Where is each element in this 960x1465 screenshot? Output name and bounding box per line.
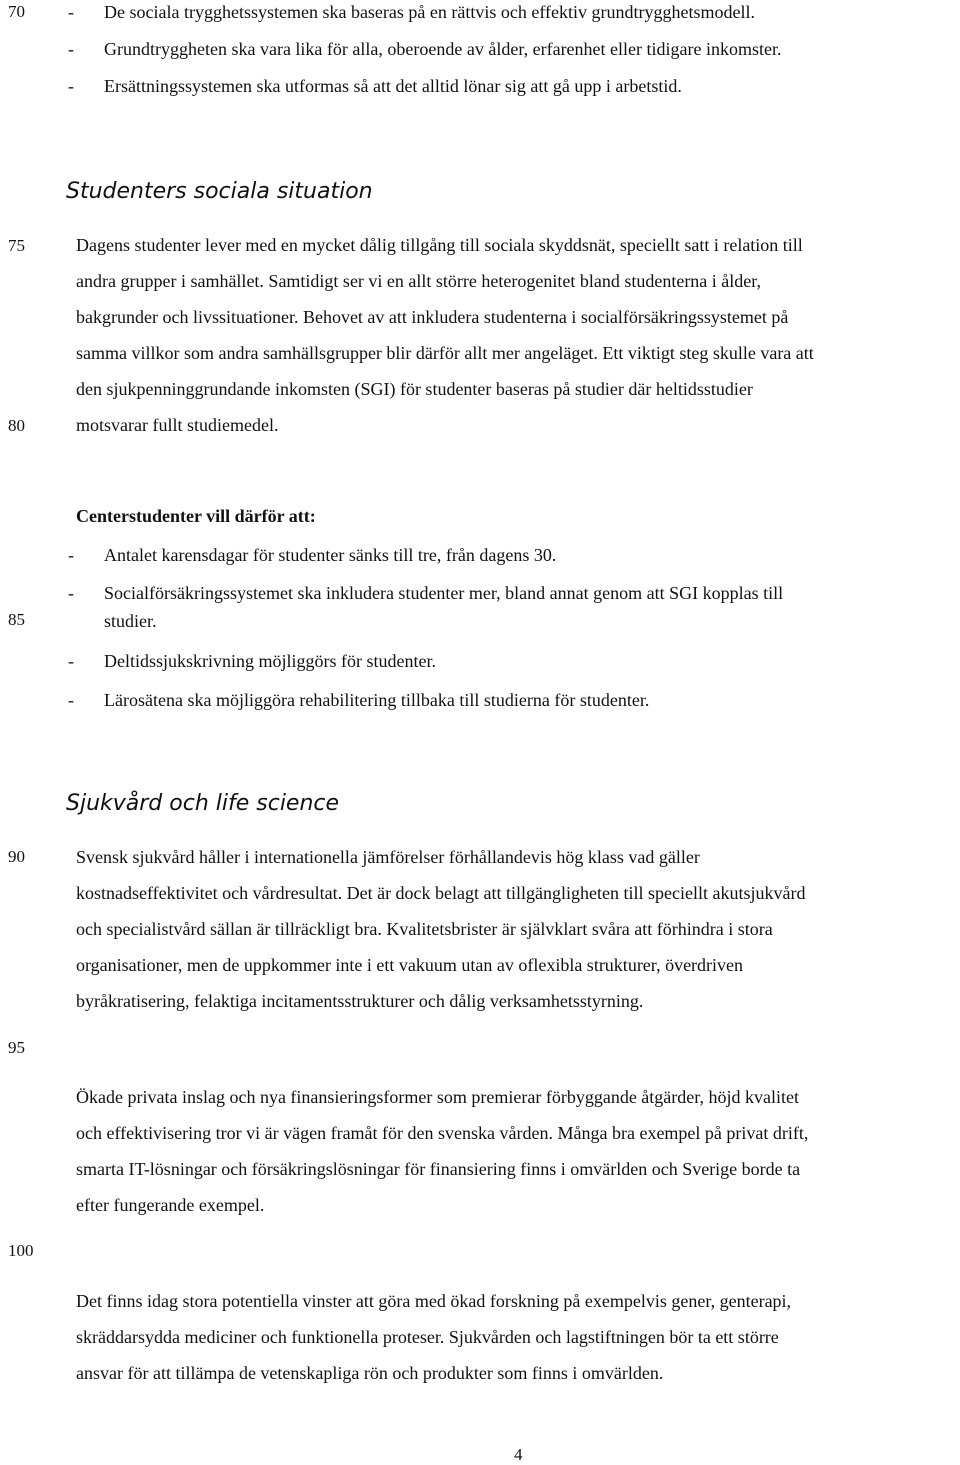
paragraph-line: Ökade privata inslag och nya finansieringsformer som premierar förbyggande åtgärder, höjd kvalitet bbox=[76, 1087, 800, 1107]
bullet-dash: - bbox=[68, 76, 74, 96]
line-number: 75 bbox=[8, 236, 25, 255]
paragraph-line: skräddarsydda mediciner och funktionella proteser. Sjukvården och lagstiftningen bör ta ett större bbox=[76, 1327, 779, 1347]
list-item: Socialförsäkringssystemet ska inkludera studenter mer, bland annat genom att SGI kopplas till bbox=[104, 583, 784, 603]
line-number: 85 bbox=[8, 610, 25, 629]
paragraph-line: andra grupper i samhället. Samtidigt ser vi en allt större heterogenitet bland studenterna i ålder, bbox=[76, 271, 762, 291]
paragraph-line: Det finns idag stora potentiella vinster att göra med ökad forskning på exempelvis gener, genterapi, bbox=[76, 1291, 792, 1311]
page-number: 4 bbox=[514, 1445, 523, 1464]
line-number: 80 bbox=[8, 416, 25, 435]
section-heading-sjukvard: Sjukvård och life science bbox=[66, 791, 340, 816]
list-item: Lärosätena ska möjliggöra rehabilitering tillbaka till studierna för studenter. bbox=[104, 690, 650, 710]
list-item: Grundtryggheten ska vara lika för alla, oberoende av ålder, erfarenhet eller tidigare inkomster. bbox=[104, 39, 782, 59]
line-number: 70 bbox=[8, 2, 25, 21]
paragraph-line: Dagens studenter lever med en mycket dålig tillgång till sociala skyddsnät, speciellt satt i relation till bbox=[76, 235, 803, 255]
paragraph-line: motsvarar fullt studiemedel. bbox=[76, 415, 279, 435]
list-item: Deltidssjukskrivning möjliggörs för studenter. bbox=[104, 651, 436, 671]
section-heading-studenter: Studenters sociala situation bbox=[66, 179, 373, 204]
list-item: Ersättningssystemen ska utformas så att det alltid lönar sig att gå upp i arbetstid. bbox=[104, 76, 682, 96]
paragraph-line: ansvar för att tillämpa de vetenskapliga rön och produkter som finns i omvärlden. bbox=[76, 1363, 664, 1383]
paragraph-line: byråkratisering, felaktiga incitamentsstrukturer och dålig verksamhetsstyrning. bbox=[76, 991, 644, 1011]
paragraph-line: kostnadseffektivitet och vårdresultat. Det är dock belagt att tillgängligheten till speciellt akutsjukvård bbox=[76, 883, 806, 903]
paragraph-line: och effektivisering tror vi är vägen framåt för den svenska vården. Många bra exempel på privat drift, bbox=[76, 1123, 809, 1143]
paragraph-line: smarta IT-lösningar och försäkringslösningar för finansiering finns i omvärlden och Sverige borde ta bbox=[76, 1159, 801, 1179]
line-number: 100 bbox=[8, 1241, 34, 1260]
paragraph-line: efter fungerande exempel. bbox=[76, 1195, 265, 1215]
list-item: Antalet karensdagar för studenter sänks till tre, från dagens 30. bbox=[104, 545, 557, 565]
paragraph-line: och specialistvård sällan är tillräckligt bra. Kvalitetsbrister är självklart svåra att förhindra i stora bbox=[76, 919, 773, 939]
paragraph-line: bakgrunder och livssituationer. Behovet av att inkludera studenterna i socialförsäkringssystemet på bbox=[76, 307, 789, 327]
bullet-dash: - bbox=[68, 39, 74, 59]
paragraph-line: samma villkor som andra samhällsgrupper blir därför allt mer angeläget. Ett viktigt steg skulle vara att bbox=[76, 343, 814, 363]
bullet-dash: - bbox=[68, 690, 74, 710]
line-number: 90 bbox=[8, 847, 25, 866]
line-number: 95 bbox=[8, 1038, 25, 1057]
bullet-dash: - bbox=[68, 545, 74, 565]
list-item-continuation: studier. bbox=[104, 611, 157, 631]
paragraph-line: den sjukpenninggrundande inkomsten (SGI) för studenter baseras på studier där heltidsstudier bbox=[76, 379, 753, 399]
bullet-dash: - bbox=[68, 651, 74, 671]
demands-heading: Centerstudenter vill därför att: bbox=[76, 506, 316, 526]
bullet-dash: - bbox=[68, 2, 74, 22]
paragraph-line: Svensk sjukvård håller i internationella jämförelser förhållandevis hög klass vad gäller bbox=[76, 847, 700, 867]
paragraph-line: organisationer, men de uppkommer inte i ett vakuum utan av oflexibla strukturer, överdriven bbox=[76, 955, 744, 975]
bullet-dash: - bbox=[68, 583, 74, 603]
list-item: De sociala trygghetssystemen ska baseras på en rättvis och effektiv grundtrygghetsmodell. bbox=[104, 2, 755, 22]
